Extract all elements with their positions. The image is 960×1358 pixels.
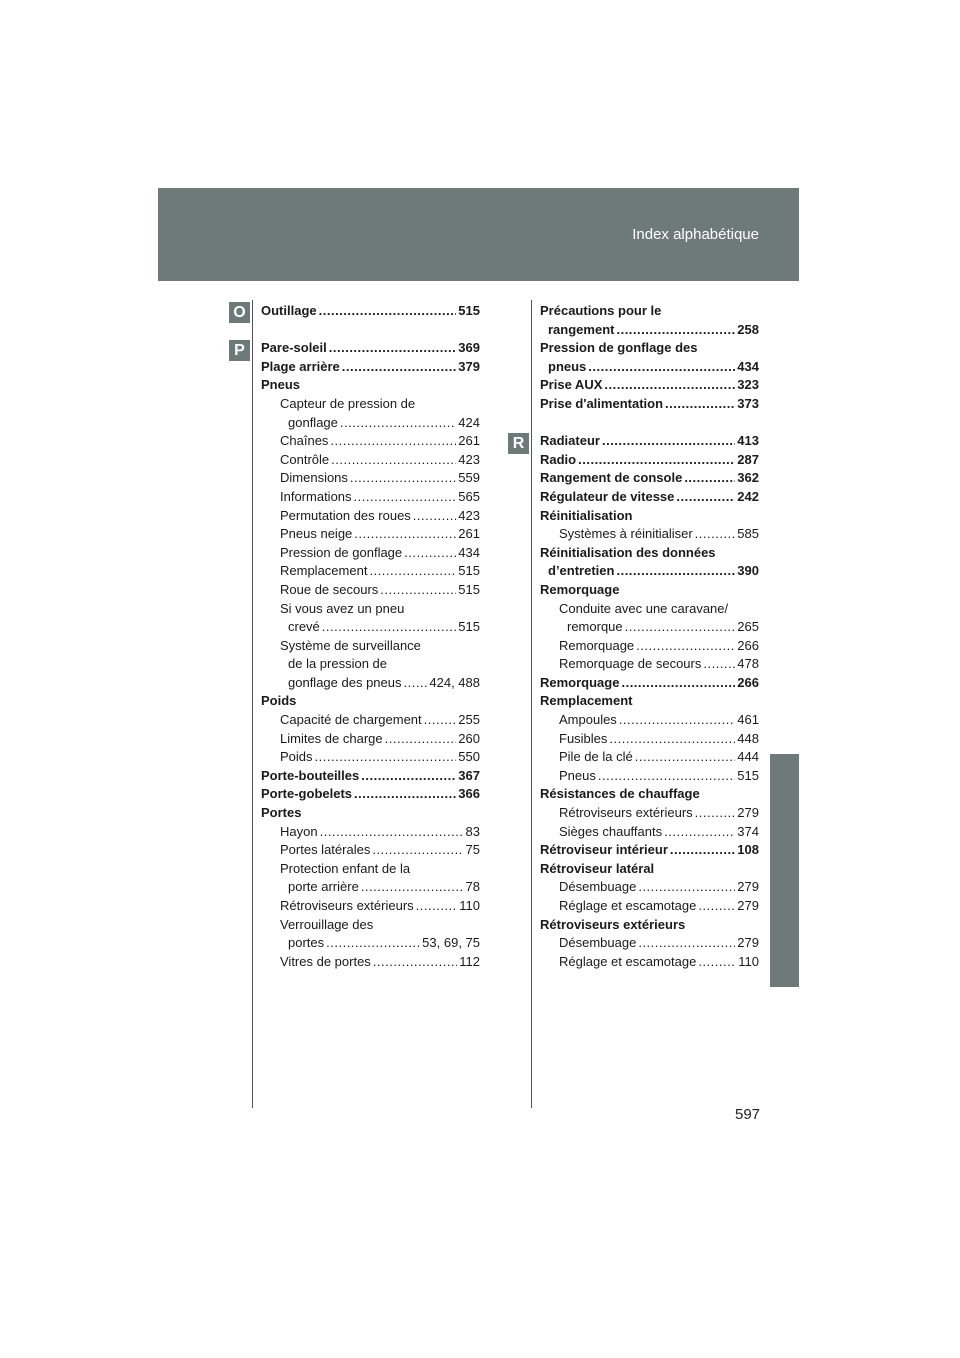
page-reference[interactable]: 369 — [458, 340, 480, 356]
leader-dots — [416, 897, 458, 916]
index-term: Dimensions — [280, 470, 348, 486]
index-term: Poids — [280, 749, 313, 765]
page-reference[interactable]: 258 — [737, 321, 759, 337]
leader-dots — [329, 339, 457, 358]
index-entry — [540, 841, 759, 860]
index-term: Désembuage — [559, 879, 637, 895]
index-entry — [540, 785, 759, 804]
leader-dots — [635, 748, 736, 767]
page-reference[interactable]: 585 — [737, 526, 759, 542]
index-entry — [540, 804, 759, 823]
index-entry — [540, 302, 759, 321]
index-term: Pression de gonflage des — [540, 340, 698, 356]
index-term: Capacité de chargement — [280, 712, 422, 728]
page-reference[interactable]: 323 — [737, 377, 759, 393]
index-term: Précautions pour le — [540, 303, 662, 318]
index-entry — [261, 525, 480, 544]
leader-dots — [621, 674, 735, 693]
page-reference[interactable]: 78 — [465, 879, 480, 895]
index-entry — [540, 562, 759, 581]
leader-dots — [616, 562, 735, 581]
index-entry — [540, 488, 759, 507]
index-term: Régulateur de vitesse — [540, 488, 675, 504]
leader-dots — [361, 878, 464, 897]
index-entry — [261, 841, 480, 860]
leader-dots — [588, 358, 735, 377]
page-reference[interactable]: 565 — [458, 488, 480, 504]
leader-dots — [609, 730, 735, 749]
index-term: Remplacement — [280, 563, 368, 579]
leader-dots — [413, 507, 457, 526]
index-entry — [261, 916, 480, 935]
index-term: rangement — [548, 321, 615, 337]
leader-dots — [619, 711, 735, 730]
index-entry — [261, 395, 480, 414]
index-term: Plage arrière — [261, 358, 340, 374]
index-entry — [540, 525, 759, 544]
leader-dots — [372, 841, 463, 860]
index-term: porte arrière — [288, 879, 359, 895]
page-reference[interactable]: 366 — [458, 786, 480, 802]
index-entry — [261, 785, 480, 804]
page-reference[interactable]: 424 — [458, 414, 480, 430]
leader-dots — [424, 711, 457, 730]
index-term: Pneus neige — [280, 526, 353, 542]
index-entry — [540, 897, 759, 916]
index-term: Permutation des roues — [280, 507, 411, 523]
index-entry — [261, 767, 480, 786]
leader-dots — [361, 767, 456, 786]
page-reference[interactable]: 261 — [458, 433, 480, 449]
index-entry — [261, 823, 480, 842]
leader-dots — [322, 618, 457, 637]
index-entry — [261, 674, 480, 693]
leader-dots — [340, 414, 456, 433]
page-reference[interactable]: 266 — [737, 637, 759, 653]
index-term: Pneus — [261, 377, 301, 393]
leader-dots — [350, 469, 456, 488]
page-reference[interactable]: 413 — [737, 433, 759, 449]
index-term: Portes latérales — [280, 842, 371, 858]
index-term: Hayon — [280, 823, 318, 839]
index-entry — [540, 711, 759, 730]
page-reference[interactable]: 362 — [737, 470, 759, 486]
index-term: Réinitialisation — [540, 507, 633, 523]
index-term: Radio — [540, 451, 577, 467]
page-reference[interactable]: 110 — [459, 898, 480, 913]
index-term: Rétroviseur latéral — [540, 860, 655, 876]
page-reference[interactable]: 108 — [737, 842, 759, 858]
page-reference[interactable]: 550 — [458, 749, 480, 765]
index-entry — [540, 600, 759, 619]
page-reference[interactable]: 83 — [465, 823, 480, 839]
index-entry — [540, 730, 759, 749]
leader-dots — [638, 934, 735, 953]
index-term: Capteur de pression de — [280, 395, 416, 411]
index-term: Désembuage — [559, 935, 637, 951]
index-term: Prise d'alimentation — [540, 395, 664, 411]
page-reference[interactable]: 515 — [737, 767, 759, 783]
index-entry — [540, 674, 759, 693]
leader-dots — [578, 451, 735, 470]
index-term: Ampoules — [559, 712, 617, 728]
leader-dots — [315, 748, 457, 767]
index-column-right — [540, 302, 759, 971]
index-term: Poids — [261, 693, 297, 709]
index-term: Fusibles — [559, 730, 608, 746]
index-entry — [540, 432, 759, 451]
page-reference[interactable]: 374 — [737, 823, 759, 839]
page-reference[interactable]: 242 — [737, 488, 759, 504]
index-term: pneus — [548, 358, 587, 374]
index-term: Si vous avez un pneu — [280, 600, 405, 616]
page-reference[interactable]: 515 — [458, 581, 480, 597]
index-term: Porte-bouteilles — [261, 767, 360, 783]
leader-dots — [385, 730, 457, 749]
index-term: Radiateur — [540, 433, 600, 449]
index-term: Pare-soleil — [261, 340, 327, 356]
index-term: Remorquage de secours — [559, 656, 702, 672]
leader-dots — [380, 581, 456, 600]
index-term: Rétroviseur intérieur — [540, 842, 668, 858]
section-side-tab — [770, 754, 799, 987]
index-entry — [540, 544, 759, 563]
leader-dots — [598, 767, 735, 786]
page-reference[interactable]: 390 — [737, 563, 759, 579]
index-term: Prise AUX — [540, 377, 603, 393]
leader-dots — [684, 469, 735, 488]
leader-dots — [319, 302, 457, 321]
index-entry — [261, 804, 480, 823]
index-term: Verrouillage des — [280, 916, 374, 932]
index-term: Chaînes — [280, 433, 329, 449]
index-entry — [540, 321, 759, 340]
page-reference[interactable]: 266 — [737, 674, 759, 690]
leader-dots — [354, 488, 457, 507]
section-gap — [261, 321, 480, 340]
index-entry — [261, 934, 480, 953]
index-term: Remorquage — [540, 674, 620, 690]
page-number: 597 — [735, 1106, 761, 1123]
leader-dots — [665, 395, 735, 414]
index-entry — [540, 395, 759, 414]
leader-dots — [676, 488, 735, 507]
page-reference[interactable]: 478 — [737, 656, 759, 672]
index-entry — [261, 488, 480, 507]
leader-dots — [670, 841, 735, 860]
index-term: Vitres de portes — [280, 953, 371, 969]
index-entry — [261, 860, 480, 879]
index-term: Rétroviseurs extérieurs — [559, 805, 693, 821]
index-term: portes — [288, 935, 325, 951]
index-term: Pile de la clé — [559, 749, 633, 765]
leader-dots — [369, 562, 456, 581]
index-entry — [540, 767, 759, 786]
index-column-left — [261, 302, 480, 971]
index-term: Remorquage — [540, 581, 620, 597]
index-term: Porte-gobelets — [261, 786, 353, 802]
index-entry — [540, 507, 759, 526]
index-entry — [261, 432, 480, 451]
page-reference[interactable]: 448 — [737, 730, 759, 746]
leader-dots — [695, 525, 736, 544]
index-term: Outillage — [261, 303, 317, 318]
index-entry — [540, 581, 759, 600]
page-reference[interactable]: 423 — [458, 451, 480, 467]
index-entry — [540, 376, 759, 395]
index-entry — [540, 451, 759, 470]
index-entry — [540, 860, 759, 879]
page-reference[interactable]: 260 — [458, 730, 480, 746]
page-reference[interactable]: 434 — [458, 544, 480, 560]
leader-dots — [625, 618, 736, 637]
leader-dots — [695, 804, 736, 823]
index-entry — [540, 748, 759, 767]
leader-dots — [403, 674, 427, 693]
index-term: Conduite avec une caravane/ — [559, 600, 729, 616]
leader-dots — [354, 785, 456, 804]
index-entry — [540, 469, 759, 488]
index-term: crevé — [288, 619, 320, 635]
leader-dots — [404, 544, 456, 563]
index-entry — [261, 953, 480, 972]
leader-dots — [373, 953, 457, 972]
page-reference[interactable]: 261 — [458, 526, 480, 542]
page-reference[interactable]: 424, 488 — [429, 674, 480, 690]
index-entry — [540, 878, 759, 897]
leader-dots — [636, 637, 735, 656]
page-reference[interactable]: 379 — [458, 358, 480, 374]
leader-dots — [330, 432, 456, 451]
index-term: Réglage et escamotage — [559, 898, 697, 913]
page-reference[interactable]: 434 — [737, 358, 759, 374]
page-reference[interactable]: 444 — [737, 749, 759, 765]
leader-dots — [616, 321, 735, 340]
index-term: Rangement de console — [540, 470, 683, 486]
page-reference[interactable]: 112 — [459, 953, 480, 969]
index-entry — [540, 916, 759, 935]
index-entry — [261, 730, 480, 749]
index-entry — [261, 897, 480, 916]
index-term: Sièges chauffants — [559, 823, 663, 839]
page-reference[interactable]: 255 — [458, 712, 480, 728]
index-entry — [261, 302, 480, 321]
index-term: remorque — [567, 619, 623, 635]
page-reference[interactable]: 461 — [737, 712, 759, 728]
index-entry — [261, 618, 480, 637]
index-term: Remorquage — [559, 637, 635, 653]
index-entry — [540, 358, 759, 377]
leader-dots — [326, 934, 420, 953]
index-entry — [261, 414, 480, 433]
index-term: Portes — [261, 805, 302, 821]
index-entry — [261, 692, 480, 711]
index-term: Rétroviseurs extérieurs — [540, 916, 686, 932]
leader-dots — [602, 432, 735, 451]
index-term: Système de surveillance — [280, 637, 421, 653]
leader-dots — [664, 823, 735, 842]
index-term: Limites de charge — [280, 730, 383, 746]
leader-dots — [320, 823, 464, 842]
index-term: d’entretien — [548, 563, 615, 579]
index-term: Réglage et escamotage — [559, 953, 697, 969]
page-reference[interactable]: 279 — [737, 879, 759, 895]
index-entry — [540, 655, 759, 674]
index-term: Roue de secours — [280, 581, 379, 597]
index-entry — [261, 358, 480, 377]
index-entry — [261, 600, 480, 619]
middle-column-rule — [531, 300, 532, 1108]
index-entry — [261, 655, 480, 674]
page-reference[interactable]: 75 — [465, 842, 480, 858]
leader-dots — [698, 897, 735, 916]
index-term: Systèmes à réinitialiser — [559, 526, 693, 542]
index-term: Protection enfant de la — [280, 860, 411, 876]
index-entry — [261, 878, 480, 897]
page-reference[interactable]: 373 — [737, 395, 759, 411]
index-entry — [261, 581, 480, 600]
index-entry — [261, 562, 480, 581]
page-reference[interactable]: 279 — [737, 935, 759, 951]
index-term: Pression de gonflage — [280, 544, 403, 560]
page-reference[interactable]: 279 — [737, 898, 759, 913]
page-reference[interactable]: 265 — [737, 619, 759, 635]
letter-tab-r: R — [508, 433, 529, 454]
index-entry — [540, 692, 759, 711]
index-entry — [261, 637, 480, 656]
index-entry — [261, 544, 480, 563]
leader-dots — [604, 376, 735, 395]
index-entry — [540, 953, 759, 972]
leader-dots — [342, 358, 457, 377]
page-reference[interactable]: 515 — [458, 303, 480, 318]
page-reference[interactable]: 110 — [738, 953, 759, 969]
index-term: Pneus — [559, 767, 596, 783]
index-entry — [261, 469, 480, 488]
header-band — [158, 188, 799, 281]
index-entry — [261, 711, 480, 730]
index-entry — [261, 507, 480, 526]
page-reference[interactable]: 559 — [458, 470, 480, 486]
page-reference[interactable]: 367 — [458, 767, 480, 783]
leader-dots — [638, 878, 735, 897]
index-term: gonflage des pneus — [288, 674, 402, 690]
index-term: Résistances de chauffage — [540, 786, 700, 802]
leader-dots — [331, 451, 456, 470]
index-entry — [540, 637, 759, 656]
section-gap — [540, 414, 759, 433]
index-term: Contrôle — [280, 451, 330, 467]
index-term: Remplacement — [540, 693, 633, 709]
letter-tab-o: O — [229, 302, 250, 323]
page-reference[interactable]: 515 — [458, 563, 480, 579]
letter-tab-p: P — [229, 340, 250, 361]
index-entry — [261, 748, 480, 767]
leader-dots — [698, 953, 736, 972]
page-reference[interactable]: 53, 69, 75 — [422, 935, 480, 951]
index-entry — [261, 376, 480, 395]
index-term: gonflage — [288, 414, 338, 430]
page-reference[interactable]: 515 — [458, 619, 480, 635]
index-term: Rétroviseurs extérieurs — [280, 898, 414, 913]
index-term: Réinitialisation des données — [540, 544, 716, 560]
index-entry — [540, 823, 759, 842]
index-entry — [540, 934, 759, 953]
index-entry — [540, 339, 759, 358]
left-column-rule — [252, 300, 253, 1108]
header-title: Index alphabétique — [632, 226, 759, 243]
index-term: Informations — [280, 488, 352, 504]
page-reference[interactable]: 279 — [737, 805, 759, 821]
index-entry — [261, 339, 480, 358]
leader-dots — [354, 525, 456, 544]
index-entry — [261, 451, 480, 470]
index-entry — [540, 618, 759, 637]
page-reference[interactable]: 423 — [458, 507, 480, 523]
leader-dots — [703, 655, 735, 674]
page-reference[interactable]: 287 — [737, 451, 759, 467]
index-term: de la pression de — [288, 656, 388, 672]
